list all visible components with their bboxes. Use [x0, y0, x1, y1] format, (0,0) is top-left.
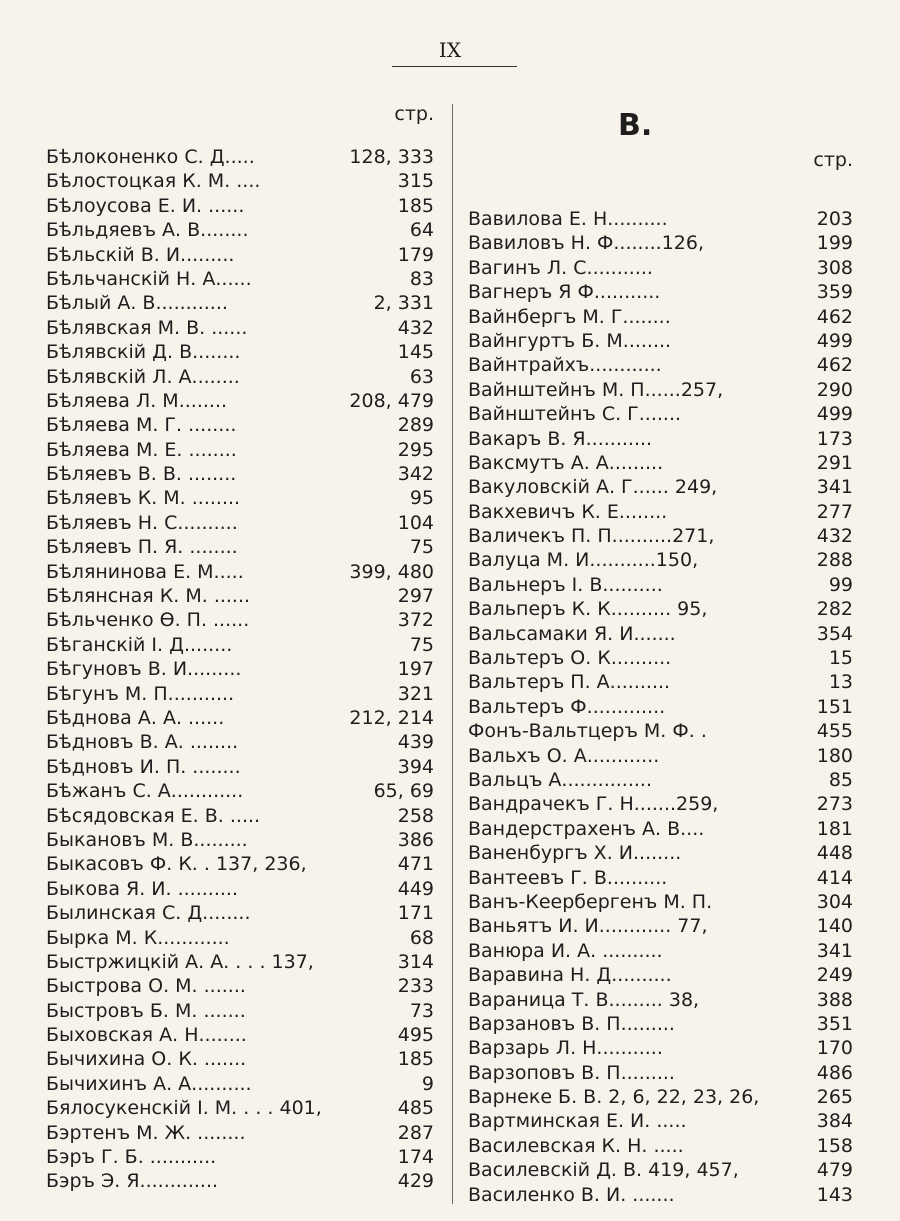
entry-pages: 289	[397, 414, 434, 437]
entry-pages: 471	[397, 853, 434, 876]
entry-pages: 297	[397, 585, 434, 608]
entry-name: Вагинъ Л. С...........	[468, 256, 653, 279]
index-entry	[46, 1047, 434, 1071]
entry-name: Бѣлоконенко С. Д.....	[46, 146, 255, 168]
index-entry	[46, 462, 434, 486]
index-entry	[46, 169, 434, 193]
index-entry	[468, 670, 853, 694]
entry-pages: 64	[409, 219, 434, 242]
index-entry	[46, 511, 434, 535]
entry-pages: 181	[816, 817, 853, 840]
index-entry	[46, 1169, 434, 1193]
index-entry	[468, 817, 853, 841]
entry-name: Бѣлоусова Е. И. ......	[46, 194, 245, 217]
index-entry	[46, 438, 434, 462]
index-entry	[46, 633, 434, 657]
entry-name: Бѣднова А. А. ......	[46, 706, 225, 729]
entry-name: Вальцъ А...............	[468, 768, 653, 791]
entry-pages: 185	[397, 1048, 434, 1071]
entry-pages: 2, 331	[373, 292, 434, 315]
entry-pages: 314	[397, 950, 434, 973]
entry-pages: 399, 480	[349, 560, 434, 583]
entry-pages: 158	[816, 1134, 853, 1157]
entry-name: Ваньятъ И. И............ 77,	[468, 915, 708, 938]
entry-pages: 185	[397, 194, 434, 217]
entry-pages: 170	[816, 1037, 853, 1060]
index-entry	[46, 413, 434, 437]
entry-name: Вальперъ К. К.......... 95,	[468, 598, 708, 621]
entry-pages: 233	[397, 975, 434, 998]
entry-name: Бэръ Э. Я.............	[46, 1170, 219, 1193]
column-divider	[452, 104, 453, 1204]
entry-pages: 462	[816, 305, 853, 328]
index-entry	[46, 706, 434, 730]
entry-name: Бялосукенскій І. М. . . . 401,	[46, 1097, 322, 1120]
entry-pages: 140	[816, 915, 853, 938]
entry-name: Фонъ-Вальтцеръ М. Ф. .	[468, 720, 707, 743]
entry-pages: 63	[409, 365, 434, 388]
entry-pages: 439	[397, 731, 434, 754]
index-entry	[468, 1158, 853, 1182]
entry-name: Вавиловъ Н. Ф........126,	[468, 232, 704, 255]
entry-pages: 290	[816, 378, 853, 401]
entry-pages: 171	[397, 902, 434, 925]
index-entry	[468, 939, 853, 963]
index-entry	[468, 280, 853, 304]
entry-name: Вайнштейнъ М. П......257,	[468, 378, 724, 401]
index-entry	[46, 243, 434, 267]
entry-name: Бѣлый А. В............	[46, 292, 228, 315]
index-entry	[468, 768, 853, 792]
entry-name: Варавина Н. Д..........	[468, 964, 672, 987]
entry-name: Бѣлявскій Л. А........	[46, 365, 240, 388]
entry-pages: 388	[816, 988, 853, 1011]
index-entry	[46, 901, 434, 925]
entry-pages: 341	[816, 476, 853, 499]
index-entry	[468, 475, 853, 499]
index-entry	[46, 560, 434, 584]
entry-name: Бѣлянсная К. М. ......	[46, 585, 251, 608]
entry-name: Быкова Я. И. ..........	[46, 877, 238, 900]
index-entry	[468, 378, 853, 402]
index-entry	[46, 999, 434, 1023]
entry-pages: 386	[397, 828, 434, 851]
entry-name: Вальтеръ П. А..........	[468, 671, 671, 694]
entry-name: Бэртенъ М. Ж. ........	[46, 1121, 246, 1144]
entry-pages: 351	[816, 1012, 853, 1035]
index-entry	[46, 1023, 434, 1047]
entry-name: Быстровъ Б. М. .......	[46, 999, 246, 1022]
pages-column-header: стр.	[394, 103, 434, 125]
entry-pages: 277	[816, 500, 853, 523]
index-entry	[468, 719, 853, 743]
index-entry	[468, 427, 853, 451]
entry-pages: 485	[397, 1097, 434, 1120]
entry-name: Вальнеръ І. В..........	[468, 573, 663, 596]
entry-pages: 342	[397, 463, 434, 486]
entry-name: Былинская С. Д........	[46, 902, 251, 925]
entry-name: Вайнштейнъ С. Г.......	[468, 403, 682, 426]
entry-pages: 265	[816, 1086, 853, 1109]
entry-pages: 208, 479	[349, 389, 434, 412]
entry-name: Валичекъ П. П..........271,	[468, 525, 715, 548]
entry-name: Бѣгуновъ В. И.........	[46, 658, 242, 681]
index-entry	[46, 389, 434, 413]
entry-pages: 179	[397, 243, 434, 266]
entry-pages: 212, 214	[349, 706, 434, 729]
index-entry	[46, 852, 434, 876]
index-entry	[46, 291, 434, 315]
entry-name: Вакуловскій А. Г...... 249,	[468, 476, 718, 499]
entry-pages: 384	[816, 1110, 853, 1133]
index-entry	[46, 316, 434, 340]
entry-name: Вакаръ В. Я...........	[468, 427, 653, 450]
entry-name: Бѣляева М. Е. ........	[46, 438, 237, 461]
entry-name: Ванюра И. А. ..........	[468, 939, 663, 962]
index-entry	[46, 608, 434, 632]
index-entry	[468, 1061, 853, 1085]
entry-pages: 495	[397, 1024, 434, 1047]
index-entry	[468, 353, 853, 377]
entry-pages: 173	[816, 427, 853, 450]
index-entry	[468, 890, 853, 914]
entry-pages: 455	[816, 720, 853, 743]
entry-pages: 499	[816, 329, 853, 352]
index-entry	[468, 500, 853, 524]
entry-name: Вайнтрайхъ............	[468, 354, 662, 377]
entry-pages: 9	[421, 1072, 434, 1095]
index-entry	[46, 1072, 434, 1096]
entry-pages: 75	[409, 633, 434, 656]
entry-name: Вальсамаки Я. И.......	[468, 622, 676, 645]
entry-name: Бѣльчанскій Н. А......	[46, 267, 252, 290]
entry-pages: 143	[816, 1183, 853, 1206]
index-entry	[46, 340, 434, 364]
index-entry	[468, 646, 853, 670]
index-entry	[46, 974, 434, 998]
entry-name: Варзановъ В. П.........	[468, 1012, 675, 1035]
index-entry	[468, 597, 853, 621]
right-column	[468, 106, 853, 1207]
entry-pages: 203	[816, 208, 853, 230]
entry-pages: 394	[397, 755, 434, 778]
entry-pages: 432	[816, 525, 853, 548]
entry-name: Вараница Т. В......... 38,	[468, 988, 700, 1011]
entry-name: Быкасовъ Ф. К. . 137, 236,	[46, 853, 307, 876]
entry-name: Бѣльдяевъ А. В........	[46, 219, 249, 242]
entry-pages: 174	[397, 1146, 434, 1169]
entry-pages: 499	[816, 403, 853, 426]
entry-name: Бычихинъ А. А..........	[46, 1072, 252, 1095]
entry-pages: 95	[409, 487, 434, 510]
section-letter: В.	[618, 108, 653, 143]
entry-pages: 288	[816, 549, 853, 572]
entry-pages: 448	[816, 842, 853, 865]
entry-pages: 414	[816, 866, 853, 889]
entry-name: Бэръ Г. Б. ...........	[46, 1146, 217, 1169]
entry-name: Вальтеръ О. К..........	[468, 647, 672, 670]
entry-pages: 432	[397, 316, 434, 339]
entry-pages: 359	[816, 281, 853, 304]
index-entry	[46, 1121, 434, 1145]
index-entry	[46, 779, 434, 803]
index-entry	[46, 877, 434, 901]
entry-pages: 199	[816, 232, 853, 255]
entry-name: Быстржицкій А. А. . . . 137,	[46, 950, 314, 973]
left-column	[46, 100, 434, 1194]
entry-name: Ванъ-Кеербергенъ М. П.	[468, 890, 713, 913]
entry-name: Бырка М. К............	[46, 926, 230, 949]
entry-name: Варзарь Л. Н...........	[468, 1037, 663, 1060]
index-entry	[468, 1036, 853, 1060]
entry-name: Бѣльченко Ѳ. П. ......	[46, 609, 250, 632]
index-entry	[46, 755, 434, 779]
entry-name: Быховская А. Н........	[46, 1024, 247, 1047]
entry-pages: 282	[816, 598, 853, 621]
entry-pages: 151	[816, 695, 853, 718]
entry-pages: 104	[397, 511, 434, 534]
entry-pages: 68	[409, 926, 434, 949]
entry-name: Бѣляева Л. М........	[46, 389, 228, 412]
entry-name: Вайнбергъ М. Г........	[468, 305, 671, 328]
entry-pages: 99	[828, 573, 853, 596]
entry-name: Бѣляевъ К. М. ........	[46, 487, 241, 510]
entry-name: Бѣляевъ Н. С..........	[46, 511, 238, 534]
entry-name: Валуца М. И...........150,	[468, 549, 699, 572]
index-entry	[468, 988, 853, 1012]
entry-name: Вандрачекъ Г. Н.......259,	[468, 793, 719, 816]
entry-pages: 128, 333	[349, 146, 434, 168]
entry-name: Бѣляевъ П. Я. ........	[46, 536, 238, 559]
index-entry	[468, 305, 853, 329]
entry-name: Василевская К. Н. .....	[468, 1134, 684, 1157]
index-entry	[468, 256, 853, 280]
index-entry	[468, 1109, 853, 1133]
index-entry	[468, 451, 853, 475]
index-entry	[468, 231, 853, 255]
entry-name: Бѣляевъ В. В. ........	[46, 463, 237, 486]
entry-pages: 449	[397, 877, 434, 900]
entry-name: Варзоповъ В. П.........	[468, 1061, 675, 1084]
entry-name: Бѣлостоцкая К. М. ....	[46, 170, 261, 193]
index-entry	[46, 535, 434, 559]
entry-pages: 354	[816, 622, 853, 645]
index-entry	[468, 622, 853, 646]
index-entry	[468, 548, 853, 572]
entry-pages: 291	[816, 451, 853, 474]
entry-name: Бѣльскій В. И.........	[46, 243, 235, 266]
index-entry	[46, 194, 434, 218]
index-entry	[46, 1096, 434, 1120]
entry-pages: 287	[397, 1121, 434, 1144]
index-entry	[46, 584, 434, 608]
index-entry	[468, 207, 853, 231]
entry-pages: 73	[409, 999, 434, 1022]
entry-pages: 429	[397, 1170, 434, 1193]
entry-name: Бѣлянинова Е. М.....	[46, 560, 244, 583]
entry-pages: 258	[397, 804, 434, 827]
entry-name: Ваненбургъ Х. И........	[468, 842, 682, 865]
entry-name: Быстрова О. М. .......	[46, 975, 246, 998]
entry-pages: 15	[828, 647, 853, 670]
entry-pages: 321	[397, 682, 434, 705]
index-entry	[46, 486, 434, 510]
index-entry	[46, 657, 434, 681]
entry-name: Вальтеръ Ф.............	[468, 695, 666, 718]
entry-name: Бычихина О. К. .......	[46, 1048, 247, 1071]
entry-pages: 308	[816, 256, 853, 279]
entry-pages: 372	[397, 609, 434, 632]
entry-pages: 249	[816, 964, 853, 987]
index-entry	[468, 1012, 853, 1036]
entry-name: Бѣжанъ С. А............	[46, 780, 244, 803]
index-entry	[46, 828, 434, 852]
index-entry	[468, 744, 853, 768]
header-rule	[392, 66, 517, 67]
entry-name: Бѣляева М. Г. ........	[46, 414, 237, 437]
entry-name: Бѣсядовская Е. В. .....	[46, 804, 261, 827]
index-entry	[46, 365, 434, 389]
entry-pages: 341	[816, 939, 853, 962]
entry-pages: 295	[397, 438, 434, 461]
index-entry	[468, 914, 853, 938]
entry-pages: 145	[397, 341, 434, 364]
index-entry	[468, 841, 853, 865]
index-entry	[468, 329, 853, 353]
entry-name: Вайнгуртъ Б. М........	[468, 329, 672, 352]
index-entry	[468, 1085, 853, 1109]
entry-name: Василевскій Д. В. 419, 457,	[468, 1159, 739, 1182]
entry-pages: 315	[397, 170, 434, 193]
entry-name: Вальхъ О. А............	[468, 744, 660, 767]
entry-name: Бѣлявская М. В. ......	[46, 316, 248, 339]
entry-pages: 83	[409, 267, 434, 290]
page-number: IX	[438, 38, 462, 62]
index-entry	[46, 218, 434, 242]
right-entry-list	[468, 207, 853, 1207]
entry-pages: 479	[816, 1159, 853, 1182]
entry-pages: 197	[397, 658, 434, 681]
entry-pages: 13	[828, 671, 853, 694]
index-entry	[468, 695, 853, 719]
pages-column-header: стр.	[813, 149, 853, 171]
index-entry	[46, 804, 434, 828]
index-entry	[468, 1134, 853, 1158]
entry-name: Бѣлявскій Д. В........	[46, 341, 241, 364]
entry-name: Бѣгунъ М. П...........	[46, 682, 235, 705]
index-entry	[468, 1183, 853, 1207]
index-entry	[468, 524, 853, 548]
entry-pages: 65, 69	[373, 780, 434, 803]
entry-pages: 75	[409, 536, 434, 559]
index-entry	[46, 267, 434, 291]
index-entry	[468, 573, 853, 597]
entry-pages: 180	[816, 744, 853, 767]
entry-name: Вандерстрахенъ А. В....	[468, 817, 705, 840]
index-entry	[46, 1145, 434, 1169]
entry-name: Василенко В. И. .......	[468, 1183, 675, 1206]
entry-name: Вантеевъ Г. В..........	[468, 866, 668, 889]
index-entry	[46, 682, 434, 706]
entry-name: Вартминская Е. И. .....	[468, 1110, 687, 1133]
entry-name: Бѣдновъ И. П. ........	[46, 755, 241, 778]
index-entry	[46, 730, 434, 754]
index-entry	[468, 963, 853, 987]
index-entry	[468, 866, 853, 890]
entry-name: Быкановъ М. В.........	[46, 828, 248, 851]
entry-pages: 85	[828, 768, 853, 791]
entry-name: Вакхевичъ К. Е........	[468, 500, 668, 523]
entry-name: Варнеке Б. В. 2, 6, 22, 23, 26,	[468, 1086, 760, 1109]
entry-name: Ваксмутъ А. А.........	[468, 451, 664, 474]
index-entry	[46, 145, 434, 169]
entry-pages: 462	[816, 354, 853, 377]
index-entry	[46, 926, 434, 950]
entry-name: Вавилова Е. Н..........	[468, 208, 668, 230]
entry-pages: 486	[816, 1061, 853, 1084]
left-entry-list	[46, 145, 434, 1194]
entry-name: Бѣганскій І. Д........	[46, 633, 233, 656]
entry-name: Бѣдновъ В. А. ........	[46, 731, 239, 754]
entry-pages: 304	[816, 890, 853, 913]
entry-name: Вагнеръ Я Ф...........	[468, 281, 661, 304]
index-entry	[46, 950, 434, 974]
entry-pages: 273	[816, 793, 853, 816]
index-entry	[468, 402, 853, 426]
index-entry	[468, 792, 853, 816]
